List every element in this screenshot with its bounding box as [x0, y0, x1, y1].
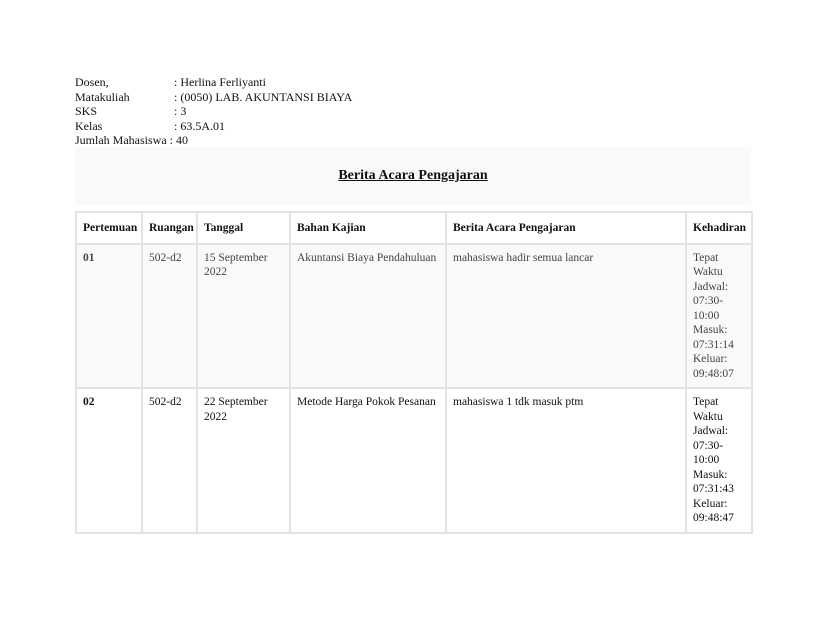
table-row [76, 388, 752, 533]
kehadiran-line: Tepat [693, 396, 719, 408]
kehadiran-line: 07:31:43 [693, 483, 734, 495]
cell-tanggal: 22 September 2022 [197, 388, 290, 533]
cell-bahan-kajian: Akuntansi Biaya Pendahuluan [290, 244, 446, 389]
cell-ruangan: 502-d2 [142, 244, 197, 389]
kelas-value: : 63.5A.01 [174, 118, 225, 133]
info-row-matakuliah [75, 90, 352, 105]
kehadiran-line: 07:31:14 [693, 338, 734, 351]
cell-kehadiran [686, 244, 752, 389]
table-row [76, 244, 752, 389]
kehadiran-line: Masuk: [693, 468, 728, 481]
info-row-jumlah-mahasiswa [75, 133, 352, 148]
matakuliah-label: Matakuliah [75, 89, 130, 104]
kehadiran-line: Masuk: [693, 324, 728, 336]
jumlah-mahasiswa-value: : 40 [169, 133, 188, 147]
kehadiran-line: 07:30- [693, 295, 724, 307]
cell-bahan-kajian: Metode Harga Pokok Pesanan [290, 388, 446, 533]
kehadiran-line: 10:00 [693, 454, 720, 466]
dosen-label: Dosen, [75, 75, 109, 89]
cell-tanggal: 15 September 2022 [197, 244, 290, 389]
header-tanggal: Tanggal [197, 212, 290, 244]
kehadiran-line: Jadwal: [693, 425, 729, 437]
dosen-value: : Herlina Ferliyanti [174, 75, 266, 89]
matakuliah-value: : (0050) LAB. AKUNTANSI BIAYA [174, 89, 353, 104]
kelas-label: Kelas [75, 118, 103, 133]
kehadiran-line: Tepat [693, 251, 719, 264]
info-row-kelas [75, 119, 352, 134]
kehadiran-line: 10:00 [693, 309, 720, 322]
info-row-sks [75, 104, 352, 119]
title-band [75, 147, 751, 205]
cell-ruangan: 502-d2 [142, 388, 197, 533]
cell-berita-acara: mahasiswa 1 tdk masuk ptm [446, 388, 686, 533]
kehadiran-line: 09:48:47 [693, 512, 734, 524]
kehadiran-line: Keluar: [693, 353, 728, 365]
cell-berita-acara: mahasiswa hadir semua lancar [446, 244, 686, 389]
cell-pertemuan: 02 [76, 388, 142, 533]
teaching-log-table [75, 211, 753, 534]
kehadiran-line: Waktu [693, 266, 723, 278]
cell-kehadiran [686, 388, 752, 533]
sks-label: SKS [75, 104, 98, 118]
kehadiran-line: Keluar: [693, 497, 728, 510]
header-berita-acara: Berita Acara Pengajaran [446, 212, 686, 244]
page-title: Berita Acara Pengajaran [338, 168, 488, 183]
kehadiran-line: Jadwal: [693, 280, 729, 293]
kehadiran-line: Waktu [693, 410, 723, 423]
header-kehadiran: Kehadiran [686, 212, 752, 244]
jumlah-mahasiswa-label: Jumlah Mahasiswa [75, 133, 167, 147]
header-pertemuan: Pertemuan [76, 212, 142, 244]
kehadiran-line: 07:30- [693, 439, 724, 452]
header-bahan-kajian: Bahan Kajian [290, 212, 446, 244]
table-header-row [76, 212, 752, 244]
header-ruangan: Ruangan [142, 212, 197, 244]
sks-value: : 3 [174, 104, 187, 118]
lecture-info [75, 75, 352, 148]
cell-pertemuan: 01 [76, 244, 142, 389]
kehadiran-line: 09:48:07 [693, 367, 734, 380]
info-row-dosen [75, 75, 352, 90]
